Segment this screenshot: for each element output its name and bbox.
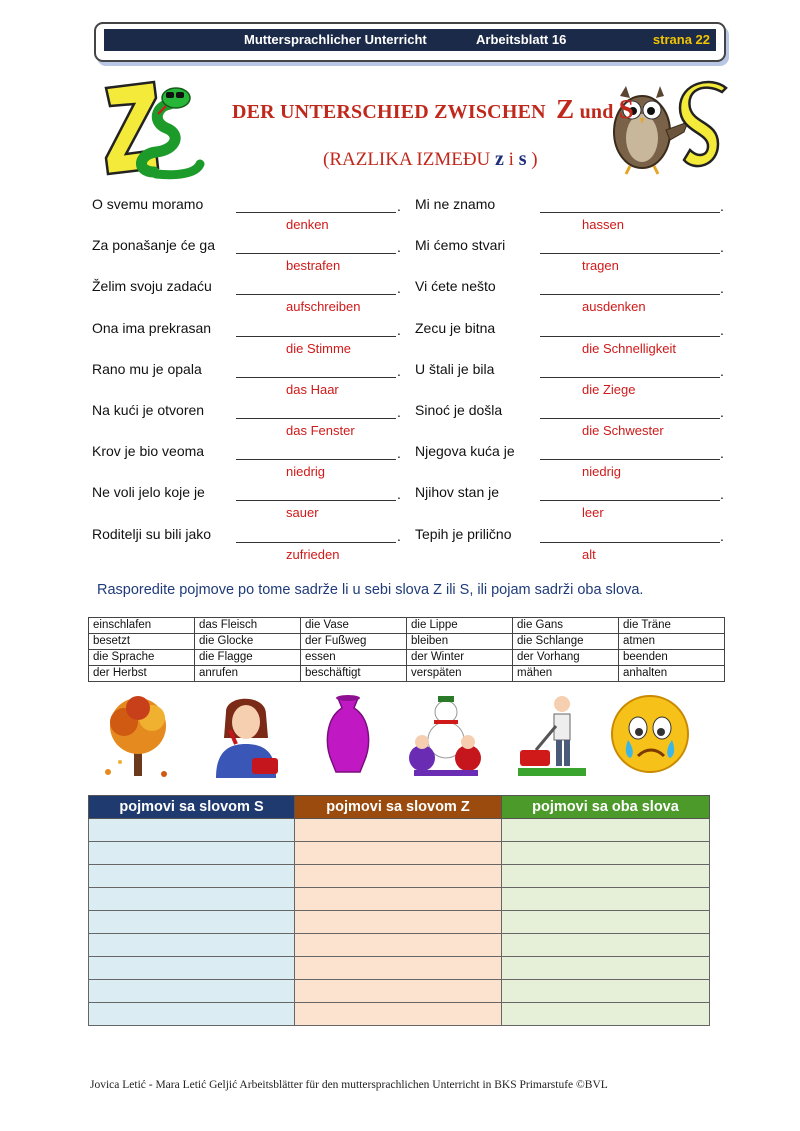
right-period: . [720, 239, 724, 256]
right-period: . [720, 404, 724, 420]
crying-face-icon [608, 692, 692, 776]
left-answer-blank[interactable] [236, 526, 396, 543]
right-period: . [720, 527, 724, 544]
sorting-answer-cell[interactable] [502, 819, 710, 842]
left-period: . [397, 321, 401, 338]
left-period: . [397, 527, 401, 544]
left-prompt: Rano mu je opala [92, 360, 202, 377]
right-answer-blank[interactable] [540, 320, 720, 337]
word-cell: besetzt [89, 634, 195, 650]
left-period: . [397, 486, 401, 503]
word-cell: beschäftigt [301, 666, 407, 682]
subtitle-text: (RAZLIKA IZMEĐU [323, 149, 491, 170]
sorting-answer-cell[interactable] [89, 865, 295, 888]
sorting-table-row [89, 934, 710, 957]
footer-credits: Jovica Letić - Mara Letić Geljić Arbeitsblätter für den muttersprachlichen Unterricht in BKS Primarstufe ©BVL [90, 1079, 608, 1091]
sorting-answer-cell[interactable] [295, 1003, 502, 1026]
sorting-answer-cell[interactable] [502, 911, 710, 934]
sorting-answer-cell[interactable] [295, 957, 502, 980]
sorting-answer-cell[interactable] [89, 819, 295, 842]
word-table-row [89, 650, 725, 666]
left-prompt: Ne voli jelo koje je [92, 484, 205, 501]
sorting-answer-cell[interactable] [295, 934, 502, 957]
sorting-table-row [89, 1003, 710, 1026]
word-table-row [89, 634, 725, 650]
sorting-answer-cell[interactable] [502, 865, 710, 888]
right-period: . [720, 362, 724, 379]
right-answer-blank[interactable] [540, 196, 720, 213]
sorting-answer-cell[interactable] [295, 842, 502, 865]
right-hint: alt [582, 546, 596, 562]
word-cell: anrufen [195, 666, 301, 682]
sorting-answer-cell[interactable] [502, 980, 710, 1003]
right-answer-blank[interactable] [540, 278, 720, 295]
left-answer-blank[interactable] [236, 361, 396, 378]
sorting-answer-cell[interactable] [89, 842, 295, 865]
left-hint: denken [286, 217, 329, 232]
right-answer-blank[interactable] [540, 361, 720, 378]
left-answer-blank[interactable] [236, 320, 396, 337]
right-prompt: Mi ćemo stvari [415, 237, 506, 254]
word-cell: die Glocke [195, 634, 301, 650]
right-prompt: Njegova kuća je [415, 443, 515, 460]
title-letter-s: S [618, 94, 634, 124]
right-hint: ausdenken [582, 299, 646, 315]
right-hint: niedrig [582, 464, 622, 480]
right-hint: hassen [582, 217, 624, 232]
right-period: . [720, 321, 724, 338]
word-cell: atmen [619, 634, 725, 650]
lawnmower-man-icon [518, 692, 588, 780]
vase-icon [318, 692, 378, 776]
sorting-answer-cell[interactable] [89, 957, 295, 980]
left-hint: das Haar [286, 381, 339, 397]
word-cell: der Winter [407, 650, 513, 666]
subtitle-letter-s: s [518, 148, 527, 170]
header-bar [104, 29, 716, 51]
subtitle-i: i [508, 149, 514, 170]
sorting-table-header [89, 796, 710, 819]
word-cell: die Vase [301, 618, 407, 634]
right-answer-blank[interactable] [540, 402, 720, 419]
word-table-row [89, 618, 725, 634]
right-prompt: Vi ćete nešto [415, 278, 496, 295]
yellow-letter-s-icon [680, 82, 726, 166]
sorting-table-row [89, 865, 710, 888]
right-prompt: Zecu je bitna [415, 319, 496, 336]
sorting-table [88, 795, 710, 1026]
worksheet-title [232, 94, 634, 125]
header-frame [94, 22, 726, 62]
word-cell: bleiben [407, 634, 513, 650]
right-answer-blank[interactable] [540, 237, 720, 254]
word-cell: beenden [619, 650, 725, 666]
subtitle-letter-z: z [495, 148, 504, 170]
sorting-table-row [89, 911, 710, 934]
right-hint: die Schnelligkeit [582, 340, 676, 356]
header-course: Muttersprachlicher Unterricht [244, 32, 427, 47]
right-prompt: Mi ne znamo [415, 196, 496, 212]
word-cell: die Schlange [513, 634, 619, 650]
sorting-table-row [89, 980, 710, 1003]
word-cell: die Träne [619, 618, 725, 634]
sorting-answer-cell[interactable] [295, 888, 502, 911]
sorting-column-header: pojmovi sa slovom S [89, 796, 295, 819]
left-prompt: Za ponašanje će ga [92, 237, 215, 254]
instruction-text: Rasporedite pojmove po tome sadrže li u sebi slova Z ili S, ili pojam sadrži oba slova. [97, 582, 644, 598]
right-hint: die Schwester [582, 423, 664, 438]
letter-z-snake-illustration [96, 76, 216, 180]
yellow-letter-z-icon [106, 82, 158, 174]
sorting-column-header: pojmovi sa oba slova [502, 796, 710, 819]
sorting-column-header: pojmovi sa slovom Z [295, 796, 502, 819]
left-answer-blank[interactable] [236, 278, 396, 295]
word-cell: der Herbst [89, 666, 195, 682]
sorting-answer-cell[interactable] [89, 1003, 295, 1026]
right-prompt: Sinoć je došla [415, 402, 503, 418]
word-cell: das Fleisch [195, 618, 301, 634]
left-hint: bestrafen [286, 258, 341, 274]
sorting-answer-cell[interactable] [502, 1003, 710, 1026]
word-cell: der Vorhang [513, 650, 619, 666]
word-cell: verspäten [407, 666, 513, 682]
left-period: . [397, 198, 401, 214]
left-answer-blank[interactable] [236, 237, 396, 254]
left-period: . [397, 362, 401, 379]
sorting-table-row [89, 957, 710, 980]
autumn-tree-icon [98, 692, 178, 780]
left-prompt: Krov je bio veoma [92, 443, 205, 460]
left-period: . [397, 280, 401, 297]
left-hint: das Fenster [286, 423, 355, 438]
header-page: strana 22 [652, 32, 710, 47]
sorting-answer-cell[interactable] [89, 911, 295, 934]
left-prompt: Želim svoju zadaću [92, 278, 212, 295]
sorting-table-row [89, 842, 710, 865]
left-prompt: Na kući je otvoren [92, 402, 205, 418]
left-hint: niedrig [286, 464, 326, 480]
word-cell: einschlafen [89, 618, 195, 634]
sorting-table-row [89, 888, 710, 911]
sorting-answer-cell[interactable] [502, 957, 710, 980]
title-letter-z: Z [556, 94, 575, 124]
right-answer-blank[interactable] [540, 484, 720, 501]
word-cell: die Sprache [89, 650, 195, 666]
right-prompt: Tepih je prilično [415, 525, 512, 542]
snowman-children-icon [408, 692, 484, 780]
left-prompt: O svemu moramo [92, 196, 204, 212]
word-table-row [89, 666, 725, 682]
left-answer-blank[interactable] [236, 196, 396, 213]
left-hint: zufrieden [286, 546, 340, 562]
right-hint: die Ziege [582, 381, 636, 397]
worksheet-subtitle [323, 148, 538, 171]
header-sheet: Arbeitsblatt 16 [476, 32, 567, 47]
right-period: . [720, 486, 724, 503]
left-prompt: Roditelji su bili jako [92, 525, 212, 542]
sorting-table-row [89, 819, 710, 842]
word-cell: mähen [513, 666, 619, 682]
right-prompt: Njihov stan je [415, 484, 500, 501]
sorting-answer-cell[interactable] [295, 865, 502, 888]
left-period: . [397, 404, 401, 420]
woman-phone-icon [208, 692, 284, 782]
left-hint: aufschreiben [286, 299, 361, 315]
sorting-answer-cell[interactable] [89, 888, 295, 911]
subtitle-close: ) [531, 149, 538, 170]
left-answer-blank[interactable] [236, 443, 396, 460]
left-answer-blank[interactable] [236, 402, 396, 419]
sorting-answer-cell[interactable] [89, 980, 295, 1003]
left-hint: sauer [286, 505, 319, 521]
sorting-answer-cell[interactable] [295, 980, 502, 1003]
title-text: DER UNTERSCHIED ZWISCHEN [232, 101, 546, 123]
word-cell: der Fußweg [301, 634, 407, 650]
right-answer-blank[interactable] [540, 443, 720, 460]
right-period: . [720, 280, 724, 297]
left-prompt: Ona ima prekrasan [92, 319, 212, 336]
left-hint: die Stimme [286, 340, 352, 356]
word-cell: essen [301, 650, 407, 666]
sorting-answer-cell[interactable] [502, 842, 710, 865]
picture-row [90, 692, 710, 784]
word-cell: die Gans [513, 618, 619, 634]
word-table [88, 617, 725, 682]
right-period: . [720, 198, 724, 214]
word-cell: die Flagge [195, 650, 301, 666]
right-hint: tragen [582, 258, 619, 274]
sorting-answer-cell[interactable] [89, 934, 295, 957]
owl-letter-s-illustration [600, 74, 730, 180]
right-answer-blank[interactable] [540, 526, 720, 543]
sorting-answer-cell[interactable] [502, 888, 710, 911]
right-prompt: U štali je bila [415, 360, 495, 377]
word-cell: die Lippe [407, 618, 513, 634]
word-cell: anhalten [619, 666, 725, 682]
sorting-answer-cell[interactable] [295, 911, 502, 934]
right-hint: leer [582, 505, 604, 521]
left-period: . [397, 239, 401, 256]
left-answer-blank[interactable] [236, 484, 396, 501]
right-period: . [720, 445, 724, 462]
left-period: . [397, 445, 401, 462]
sorting-answer-cell[interactable] [502, 934, 710, 957]
sorting-answer-cell[interactable] [295, 819, 502, 842]
title-und: und [579, 101, 614, 123]
